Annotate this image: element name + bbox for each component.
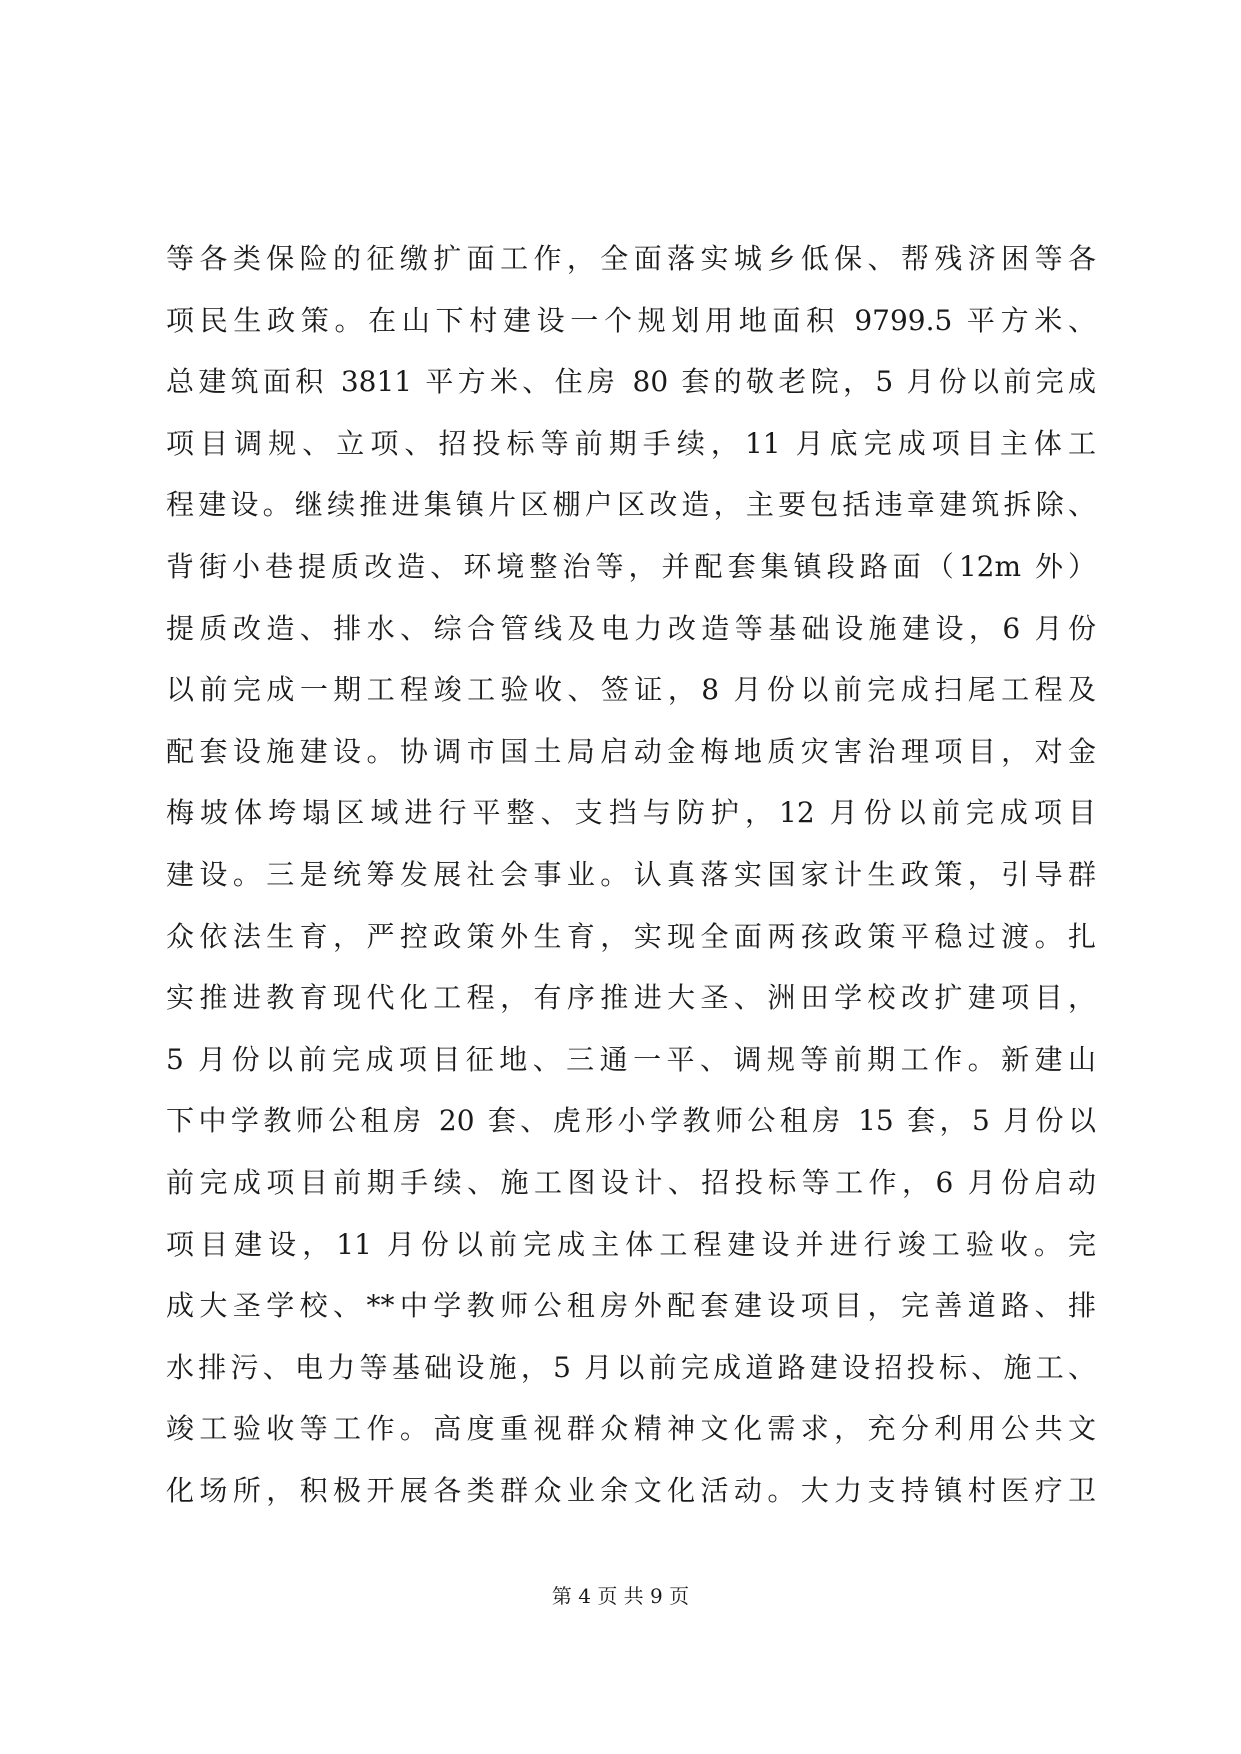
text-line: 等各类保险的征缴扩面工作，全面落实城乡低保、帮残济困等各 <box>166 242 1096 275</box>
text-line: 水排污、电力等基础设施，5 月以前完成道路建设招投标、施工、 <box>166 1350 1096 1384</box>
page-number-label: 第 4 页 共 9 页 <box>551 1584 690 1608</box>
text-line: 众依法生育，严控政策外生育，实现全面两孩政策平稳过渡。扎 <box>166 919 1096 953</box>
text-line: 项目建设，11 月份以前完成主体工程建设并进行竣工验收。完 <box>166 1227 1096 1261</box>
text-line: 实推进教育现代化工程，有序推进大圣、洲田学校改扩建项目， <box>166 981 1096 1015</box>
text-line: 配套设施建设。协调市国土局启动金梅地质灾害治理项目，对金 <box>166 734 1096 768</box>
text-line: 成大圣学校、**中学教师公租房外配套建设项目，完善道路、排 <box>166 1289 1096 1323</box>
page-footer <box>0 1580 1241 1609</box>
text-line: 建设。三是统筹发展社会事业。认真落实国家计生政策，引导群 <box>166 857 1096 891</box>
text-line: 化场所，积极开展各类群众业余文化活动。大力支持镇村医疗卫 <box>166 1473 1096 1507</box>
text-line: 项目调规、立项、招投标等前期手续，11 月底完成项目主体工 <box>166 426 1096 460</box>
text-line: 总建筑面积 3811 平方米、住房 80 套的敬老院，5 月份以前完成 <box>166 365 1096 399</box>
text-line: 5 月份以前完成项目征地、三通一平、调规等前期工作。新建山 <box>166 1042 1096 1076</box>
text-line: 下中学教师公租房 20 套、虎形小学教师公租房 15 套，5 月份以 <box>166 1104 1096 1138</box>
text-line: 以前完成一期工程竣工验收、签证，8 月份以前完成扫尾工程及 <box>166 673 1096 707</box>
text-line: 背街小巷提质改造、环境整治等，并配套集镇段路面（12m 外） <box>166 549 1096 583</box>
text-line: 提质改造、排水、综合管线及电力改造等基础设施建设，6 月份 <box>166 611 1096 645</box>
text-line: 竣工验收等工作。高度重视群众精神文化需求，充分利用公共文 <box>166 1412 1096 1446</box>
text-line: 程建设。继续推进集镇片区棚户区改造，主要包括违章建筑拆除、 <box>166 488 1096 522</box>
text-line: 前完成项目前期手续、施工图设计、招投标等工作，6 月份启动 <box>166 1165 1096 1199</box>
text-line: 项民生政策。在山下村建设一个规划用地面积 9799.5 平方米、 <box>166 303 1096 337</box>
body-text <box>166 228 1096 1521</box>
text-line: 梅坡体垮塌区域进行平整、支挡与防护，12 月份以前完成项目 <box>166 796 1096 830</box>
